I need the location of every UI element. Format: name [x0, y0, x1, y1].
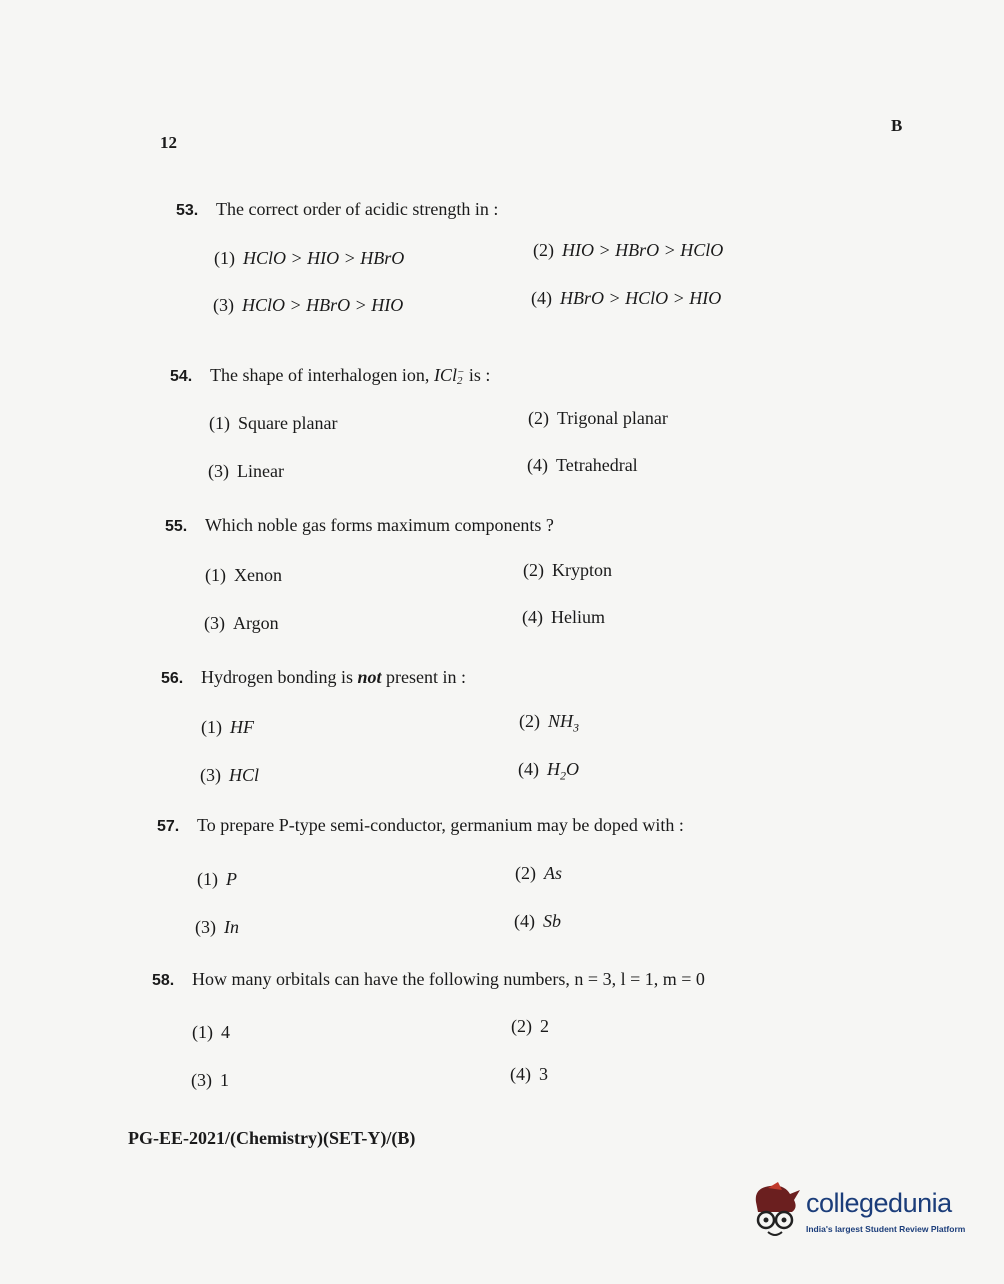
option-57-4: (4) Sb: [514, 911, 561, 931]
option-56-1: (1) HF: [201, 717, 254, 737]
logo-wordmark: collegedunia: [806, 1188, 952, 1218]
question-text: How many orbitals can have the following numbers, n = 3, l = 1, m = 0: [192, 969, 705, 989]
question-54: [170, 365, 490, 386]
question-number: 55.: [165, 518, 188, 535]
question-number: 58.: [152, 972, 175, 989]
question-number: 53.: [176, 202, 199, 219]
option-54-2: (2) Trigonal planar: [528, 408, 668, 428]
option-56-2: (2) $NH_3$: [519, 711, 580, 735]
option-58-1: (1) 4: [192, 1022, 230, 1042]
question-number: 57.: [157, 818, 180, 835]
question-text: To prepare P-type semi-conductor, germanium may be doped with :: [197, 815, 684, 835]
question-53: [176, 199, 498, 220]
set-code: B: [891, 116, 903, 135]
option-57-3: (3) In: [195, 917, 239, 937]
collegedunia-logo[interactable]: [748, 1180, 978, 1246]
option-54-1: (1) Square planar: [209, 413, 338, 433]
logo-tagline: India's largest Student Review Platform: [806, 1224, 966, 1234]
option-54-3: (3) Linear: [208, 461, 284, 481]
option-56-3: (3) HCl: [200, 765, 260, 785]
question-57: [157, 815, 684, 836]
question-text: Which noble gas forms maximum components ?: [205, 515, 554, 535]
option-53-4: (4) HBrO > HClO > HIO: [531, 288, 722, 308]
option-55-3: (3) Argon: [204, 613, 279, 633]
question-58: [152, 969, 705, 990]
option-53-3: (3) HClO > HBrO > HIO: [213, 295, 404, 315]
option-53-1: (1) HClO > HIO > HBrO: [214, 248, 405, 268]
question-text: The shape of interhalogen ion, ICl − 2 is :: [210, 365, 491, 387]
question-text: The correct order of acidic strength in :: [216, 199, 499, 219]
option-57-1: (1) P: [197, 869, 237, 889]
option-55-4: (4) Helium: [522, 607, 605, 627]
paper-code-footer: PG-EE-2021/(Chemistry)(SET-Y)/(B): [128, 1128, 416, 1148]
question-56: [161, 667, 466, 688]
option-58-3: (3) 1: [191, 1070, 229, 1090]
question-number: 54.: [170, 368, 193, 385]
option-57-2: (2) As: [515, 863, 562, 883]
page-number: 12: [160, 133, 177, 152]
mascot-icon: [748, 1182, 804, 1244]
question-text: Hydrogen bonding is not present in :: [201, 667, 466, 687]
option-58-2: (2) 2: [511, 1016, 549, 1036]
option-55-1: (1) Xenon: [205, 565, 282, 585]
option-53-2: (2) HIO > HBrO > HClO: [533, 240, 724, 260]
option-54-4: (4) Tetrahedral: [527, 455, 638, 475]
question-55: [165, 515, 554, 536]
option-55-2: (2) Krypton: [523, 560, 612, 580]
option-58-4: (4) 3: [510, 1064, 548, 1084]
question-number: 56.: [161, 670, 184, 687]
option-56-4: (4) $H_2O$: [518, 759, 579, 783]
